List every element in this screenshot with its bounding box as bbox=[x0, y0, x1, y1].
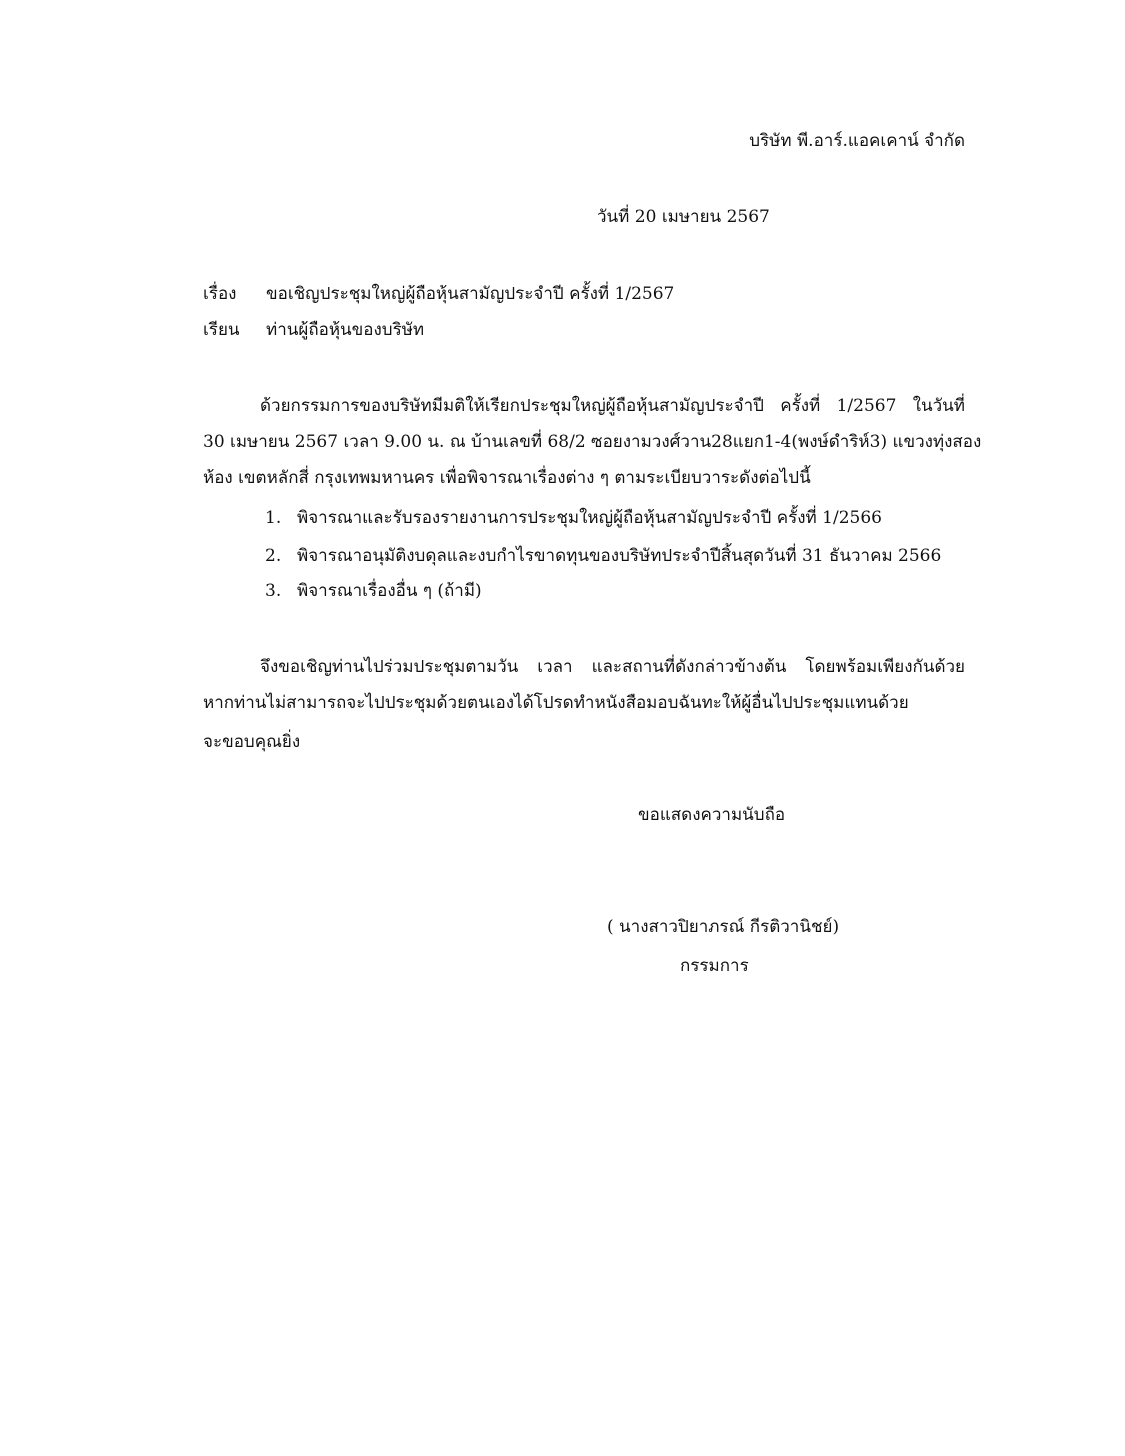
company-name: บริษัท พี.อาร์.แอคเคาน์ จำกัด bbox=[749, 131, 965, 151]
paragraph2-line: จึงขอเชิญท่านไปร่วมประชุมตามวัน เวลา และสถานที่ดังกล่าวข้างต้น โดยพร้อมเพียงกันด้วย bbox=[260, 657, 965, 677]
closing-salutation: ขอแสดงความนับถือ bbox=[638, 805, 786, 825]
agenda-item-text: พิจารณาและรับรองรายงานการประชุมใหญ่ผู้ถือหุ้นสามัญประจำปี ครั้งที่ 1/2566 bbox=[297, 508, 882, 528]
signer-title: กรรมการ bbox=[680, 956, 749, 976]
paragraph2-line: หากท่านไม่สามารถจะไปประชุมด้วยตนเองได้โปรดทำหนังสือมอบฉันทะให้ผู้อื่นไปประชุมแทนด้วย bbox=[203, 693, 909, 713]
agenda-item-number: 3. bbox=[265, 581, 282, 601]
agenda-item-text: พิจารณาเรื่องอื่น ๆ (ถ้ามี) bbox=[297, 581, 482, 601]
subject-text: ขอเชิญประชุมใหญ่ผู้ถือหุ้นสามัญประจำปี ครั้งที่ 1/2567 bbox=[266, 284, 675, 304]
agenda-item-number: 2. bbox=[265, 546, 282, 566]
agenda-item-number: 1. bbox=[265, 508, 282, 528]
agenda-item-text: พิจารณาอนุมัติงบดุลและงบกำไรขาดทุนของบริษัทประจำปีสิ้นสุดวันที่ 31 ธันวาคม 2566 bbox=[297, 546, 942, 566]
paragraph1-line: ด้วยกรรมการของบริษัทมีมติให้เรียกประชุมใหญ่ผู้ถือหุ้นสามัญประจำปี ครั้งที่ 1/2567 ในวันที่ bbox=[260, 396, 965, 416]
recipient-label: เรียน bbox=[203, 320, 240, 340]
signer-name: ( นางสาวปิยาภรณ์ กีรติวานิชย์) bbox=[607, 917, 840, 937]
paragraph2-line: จะขอบคุณยิ่ง bbox=[203, 732, 301, 752]
paragraph1-line: 30 เมษายน 2567 เวลา 9.00 น. ณ บ้านเลขที่ 68/2 ซอยงามวงศ์วาน28แยก1-4(พงษ์ดำริห์3) แขวงทุ่งสอง bbox=[203, 432, 982, 452]
letter-date: วันที่ 20 เมษายน 2567 bbox=[597, 207, 770, 227]
paragraph1-line: ห้อง เขตหลักสี่ กรุงเทพมหานคร เพื่อพิจารณาเรื่องต่าง ๆ ตามระเบียบวาระดังต่อไปนี้ bbox=[203, 468, 811, 488]
subject-label: เรื่อง bbox=[203, 284, 237, 304]
recipient-text: ท่านผู้ถือหุ้นของบริษัท bbox=[266, 320, 425, 340]
